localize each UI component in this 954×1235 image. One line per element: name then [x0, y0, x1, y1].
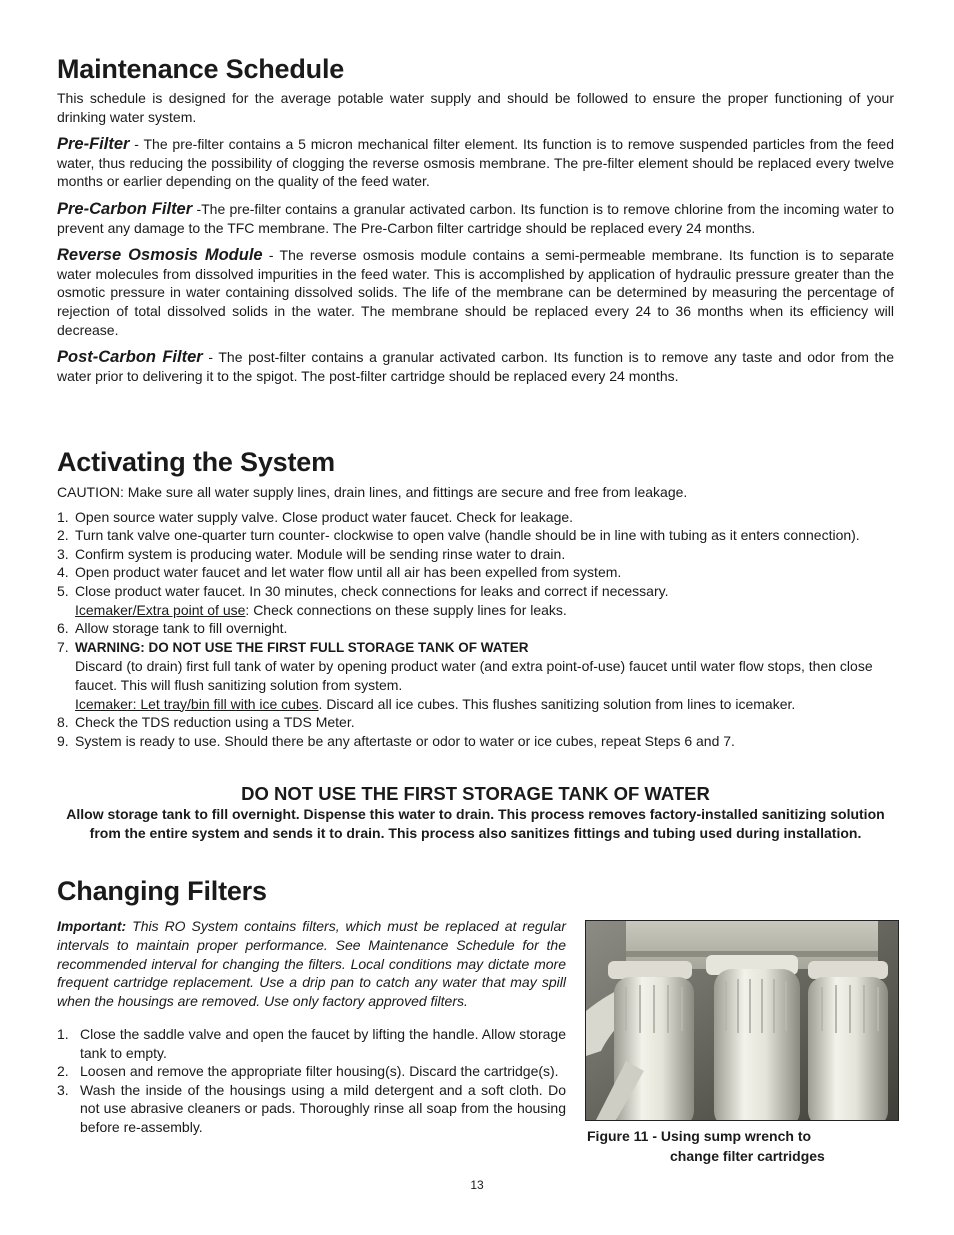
step-text: Check the TDS reduction using a TDS Meter.	[75, 714, 355, 731]
step-number: 3.	[57, 545, 69, 562]
activation-step	[57, 582, 894, 619]
changing-filters-heading: Changing Filters	[57, 876, 267, 906]
filter-step	[57, 1025, 566, 1062]
important-paragraph	[57, 917, 566, 1011]
caution-text: CAUTION: Make sure all water supply lines, drain lines, and fittings are secure and free from leakage.	[57, 484, 688, 500]
page-number: 13	[470, 1178, 484, 1192]
step-number: 4.	[57, 564, 69, 581]
step-number: 6.	[57, 620, 69, 637]
activation-step	[57, 713, 894, 732]
activating-system-heading: Activating the System	[57, 447, 335, 477]
step-number: 8.	[57, 714, 69, 731]
activation-step	[57, 545, 894, 564]
pre-filter-paragraph	[57, 135, 894, 191]
post-carbon-filter-term: Post-Carbon Filter	[57, 348, 203, 367]
step-number: 3.	[57, 1081, 69, 1098]
step-text: Close product water faucet. In 30 minutes, check connections for leaks and correct if necessary.	[75, 582, 669, 599]
maintenance-intro: This schedule is designed for the average potable water supply and should be followed to ensure the proper functioning of your drinking water system.	[57, 90, 894, 125]
filter-step	[57, 1062, 566, 1081]
important-text: This RO System contains filters, which must be replaced at regular intervals to maintain proper performance. See Maintenance Schedule for the recommended interval for changing the filters. Local conditions may dictate more frequent cartridge replacement. Use a drip pan to catch any water that may spill when the housings are removed. Use only factory approved filters.	[57, 918, 566, 1010]
filter-step	[57, 1081, 566, 1137]
activating-system-section	[57, 483, 894, 750]
figure-caption-line-2: change filter cartridges	[670, 1147, 825, 1164]
reverse-osmosis-text: - The reverse osmosis module contains a semi-permeable membrane. Its function is to separate water molecules from dissolved impurities in the feed water. This is accomplished by application of hydraulic pressure greater than the osmotic pressure in water containing dissolved solids. The life of the membrane can be determined by measuring the percentage of rejection of total dissolved solids in the water. The membrane should be replaced every 24 to 36 months when its efficiency will decrease.	[57, 247, 895, 338]
step-number: 9.	[57, 732, 69, 749]
step-number: 7.	[57, 638, 69, 655]
step-text: Close the saddle valve and open the faucet by lifting the handle. Allow storage tank to empty.	[80, 1025, 566, 1061]
step-text: Confirm system is producing water. Module will be sending rinse water to drain.	[75, 545, 566, 562]
pre-carbon-filter-text: -The pre-filter contains a granular activated carbon. Its function is to remove chlorine from the incoming water to prevent any damage to the TFC membrane. The Pre-Carbon filter cartridge should be replaced every 24 months.	[57, 200, 894, 236]
post-carbon-filter-text: - The post-filter contains a granular activated carbon. Its function is to remove any taste and odor from the water prior to delivering it to the spigot. The post-filter cartridge should be replaced every 24 months.	[57, 349, 894, 384]
filter-housings-illustration	[586, 921, 898, 1120]
warning-text: WARNING: DO NOT USE THE FIRST FULL STORAGE TANK OF WATER	[75, 639, 529, 655]
pre-filter-term: Pre-Filter	[57, 135, 130, 154]
step-text: Allow storage tank to fill overnight.	[75, 620, 288, 637]
reverse-osmosis-paragraph	[57, 246, 894, 339]
post-carbon-filter-paragraph	[57, 348, 894, 385]
step-text: Open source water supply valve. Close product water faucet. Check for leakage.	[75, 508, 574, 525]
reverse-osmosis-term: Reverse Osmosis Module	[57, 246, 263, 265]
step-text: Turn tank valve one-quarter turn counter- clockwise to open valve (handle should be in line with tubing as it enters connection).	[75, 527, 860, 544]
maintenance-schedule-section	[57, 89, 894, 385]
icemaker-label: Icemaker: Let tray/bin fill with ice cubes	[75, 695, 319, 712]
icemaker-text: : Check connections on these supply lines for leaks.	[245, 601, 567, 618]
important-label: Important:	[57, 918, 127, 934]
changing-filters-text	[57, 917, 566, 1137]
activation-step	[57, 563, 894, 582]
pre-carbon-filter-paragraph	[57, 200, 894, 237]
changing-filters-steps	[57, 1025, 566, 1137]
step-text: Loosen and remove the appropriate filter housing(s). Discard the cartridge(s).	[80, 1063, 559, 1080]
notice-title: DO NOT USE THE FIRST STORAGE TANK OF WATER	[241, 783, 710, 804]
notice-body: Allow storage tank to fill overnight. Dispense this water to drain. This process removes factory-installed sanitizing solution from the entire system and sends it to drain. This process also sanitizes fittings and tubing used during installation.	[66, 806, 885, 841]
activation-step	[57, 732, 894, 751]
pre-filter-text: - The pre-filter contains a 5 micron mechanical filter element. Its function is to remove suspended particles from the feed water, thus reducing the possibility of clogging the reverse osmosis membrane. The pre-filter element should be replaced every twelve months or earlier depending on the quality of the feed water.	[57, 136, 894, 190]
icemaker-label: Icemaker/Extra point of use	[75, 601, 246, 618]
pre-carbon-filter-term: Pre-Carbon Filter	[57, 199, 193, 218]
figure-caption	[587, 1127, 907, 1166]
activation-step	[57, 508, 894, 527]
filter-housings-photo	[585, 920, 899, 1121]
step-number: 2.	[57, 1063, 69, 1080]
step-number: 1.	[57, 1025, 69, 1042]
step-text: Discard (to drain) first full tank of water by opening product water (and extra point-of-use) faucet until water flow stops, then close faucet. This will flush sanitizing solution from system.	[75, 658, 873, 693]
step-text: System is ready to use. Should there be any aftertaste or odor to water or ice cubes, repeat Steps 6 and 7.	[75, 732, 735, 749]
activation-steps-list	[57, 508, 894, 751]
figure-caption-line-1: Figure 11 - Using sump wrench to	[587, 1128, 812, 1144]
step-text: Wash the inside of the housings using a mild detergent and a soft cloth. Do not use abrasive cleaners or pads. Thoroughly rinse all soap from the housing before re-assembly.	[80, 1081, 566, 1135]
activation-step	[57, 638, 894, 713]
icemaker-text: . Discard all ice cubes. This flushes sanitizing solution from lines to icemaker.	[318, 695, 796, 712]
maintenance-schedule-heading: Maintenance Schedule	[57, 54, 345, 84]
step-number: 1.	[57, 508, 69, 525]
step-text: Open product water faucet and let water flow until all air has been expelled from system.	[75, 564, 622, 581]
activation-step	[57, 619, 894, 638]
step-number: 5.	[57, 582, 69, 599]
notice-box	[57, 783, 894, 843]
activation-step	[57, 526, 894, 545]
step-number: 2.	[57, 527, 69, 544]
